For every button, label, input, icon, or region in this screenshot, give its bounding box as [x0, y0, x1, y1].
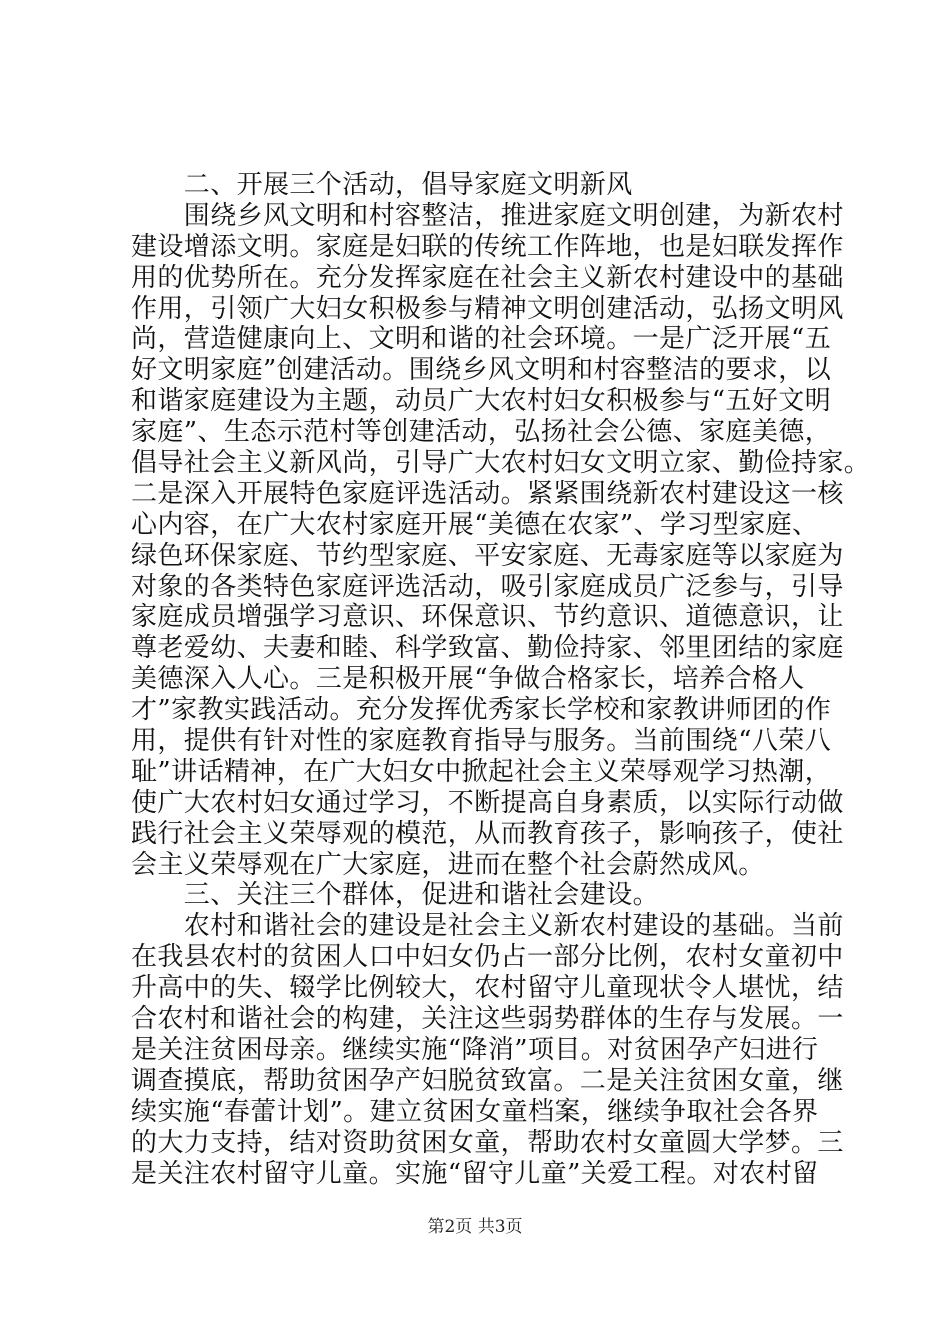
text-line: 围绕乡风文明和村容整洁，推进家庭文明创建，为新农村 [131, 200, 844, 231]
text-line: 会主义荣辱观在广大家庭，进而在整个社会蔚然成风。 [131, 849, 765, 880]
text-line: 和谐家庭建设为主题，动员广大农村妇女积极参与“五好文明 [131, 386, 832, 417]
text-line: 用的优势所在。充分发挥家庭在社会主义新农村建设中的基础 [131, 262, 844, 293]
text-line: 绿色环保家庭、节约型家庭、平安家庭、无毒家庭等以家庭为 [131, 540, 844, 571]
text-line: 是关注贫困母亲。继续实施“降消”项目。对贫困孕产妇进行 [131, 1034, 819, 1065]
text-line: 二是深入开展特色家庭评选活动。紧紧围绕新农村建设这一核 [131, 478, 844, 509]
text-line: 合农村和谐社会的构建，关注这些弱势群体的生存与发展。一 [131, 1004, 844, 1035]
page-footer: 第2页 共3页 [427, 1217, 523, 1237]
text-line: 用，提供有针对性的家庭教育指导与服务。当前围绕“八荣八 [131, 726, 832, 757]
text-line: 续实施“春蕾计划”。建立贫困女童档案，继续争取社会各界 [131, 1096, 819, 1127]
text-line: 二、开展三个活动，倡导家庭文明新风 [131, 170, 633, 200]
text-line: 心内容，在广大农村家庭开展“美德在农家”、学习型家庭、 [131, 509, 819, 540]
text-line: 建设增添文明。家庭是妇联的传统工作阵地，也是妇联发挥作 [131, 231, 844, 262]
text-line: 家庭”、生态示范村等创建活动，弘扬社会公德、家庭美德， [131, 417, 832, 448]
text-line: 尚，营造健康向上、文明和谐的社会环境。一是广泛开展“五 [131, 324, 832, 355]
text-line: 调查摸底，帮助贫困孕产妇脱贫致富。二是关注贫困女童，继 [131, 1065, 844, 1096]
text-line: 的大力支持，结对资助贫困女童，帮助农村女童圆大学梦。三 [131, 1127, 844, 1158]
text-line: 好文明家庭”创建活动。围绕乡风文明和村容整洁的要求，以 [131, 355, 832, 386]
text-line: 家庭成员增强学习意识、环保意识、节约意识、道德意识，让 [131, 602, 844, 633]
text-line: 美德深入人心。三是积极开展“争做合格家长，培养合格人 [131, 664, 805, 695]
text-line: 是关注农村留守儿童。实施“留守儿童”关爱工程。对农村留 [131, 1158, 819, 1189]
text-line: 尊老爱幼、夫妻和睦、科学致富、勤俭持家、邻里团结的家庭 [131, 633, 844, 664]
document-body [131, 170, 871, 1189]
text-line: 使广大农村妇女通过学习，不断提高自身素质，以实际行动做 [131, 787, 844, 818]
text-line: 对象的各类特色家庭评选活动，吸引家庭成员广泛参与，引导 [131, 571, 844, 602]
text-line: 倡导社会主义新风尚，引导广大农村妇女文明立家、勤俭持家。 [131, 448, 871, 479]
text-line: 农村和谐社会的建设是社会主义新农村建设的基础。当前 [131, 911, 844, 942]
text-line: 在我县农村的贫困人口中妇女仍占一部分比例，农村女童初中 [131, 942, 844, 973]
text-line: 升高中的失、辍学比例较大，农村留守儿童现状令人堪忧，结 [131, 973, 844, 1004]
text-line: 作用，引领广大妇女积极参与精神文明创建活动，弘扬文明风 [131, 293, 844, 324]
text-line: 践行社会主义荣辱观的模范，从而教育孩子，影响孩子，使社 [131, 818, 844, 849]
text-line: 三、关注三个群体，促进和谐社会建设。 [131, 880, 660, 911]
text-line: 耻”讲话精神，在广大妇女中掀起社会主义荣辱观学习热潮， [131, 756, 832, 787]
text-line: 才”家教实践活动。充分发挥优秀家长学校和家教讲师团的作 [131, 695, 832, 726]
